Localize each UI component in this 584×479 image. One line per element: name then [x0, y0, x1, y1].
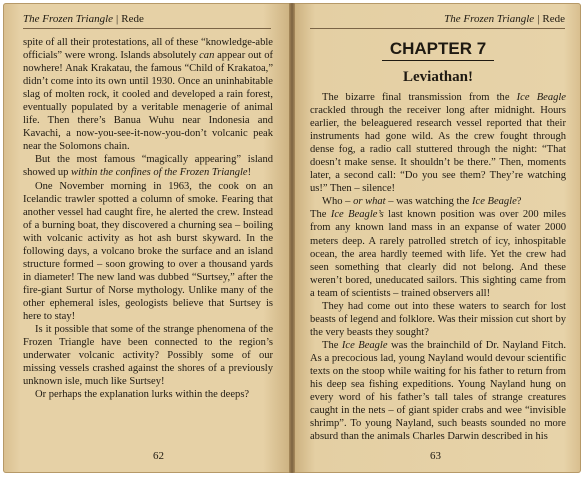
paragraph: One November morning in 1963, the cook on an Icelandic trawler spotted a column of smoke. Fearing that another vessel had caught fire, he alerted the crew. Instead of a burning boat, they discovered a churning sea – boiling with volcanic activity as hot ash burst skyward. In the following days, a volcano broke the surface and an island structure formed – soon growing to over a thousand yards in diameter! The new land was dubbed “Surtsey,” after the fire-giant Surtur of Norse mythology. Unlike many of the other ephemeral isles, geologists believe that Surtsey is here to stay!: [23, 180, 273, 322]
chapter-rule: [382, 60, 494, 61]
paragraph: spite of all their protestations, all of these “knowledge-able officials” were wrong. Islands absolutely can appear out of nowhere! Anak Krakatau, the famous “Child of Krakatoa,” didn’t come into its own until 1930. Once an uninhabitable slag of molten rock, it cooled and developed a rain forest, eventually populated by a veritable menagerie of animal life. Then there’s Banua Wuhu near Indonesia and Kavachi, a now-you-see-it-now-you-don’t volcanic peak near the Solomons chain.: [23, 37, 273, 153]
author-name: Rede: [121, 13, 144, 25]
paragraph: Or perhaps the explanation lurks within the deeps?: [35, 389, 250, 401]
paragraph: The Ice Beagle was the brainchild of Dr. Nayland Fitch. As a precocious lad, young Nayland would devour scientific texts on the stoop while waiting for his father to return from his deep sea fishing expeditions. Young Nayland hung on every word of his father’s tall tales of strange creatures caught in the nets – of giant spider crabs and wee “invisible shrimp”. To young Nayland, such beasts sounded no more absurd than the animals Charles Darwin described in his: [310, 339, 566, 443]
left-page-text: [23, 36, 273, 401]
running-header: [23, 13, 144, 25]
page-number: 63: [430, 450, 441, 462]
chapter-title: Leviathan!: [402, 69, 473, 85]
paragraph: Is it possible that some of the strange phenomena of the Frozen Triangle have been connected to the region’s underwater volcanic activity? Possibly some of our missing vessels crashed against the shores of a previously unknown isle, much like Surtsey!: [23, 324, 273, 388]
author-name: Rede: [542, 13, 565, 25]
page-number: 62: [153, 450, 164, 462]
left-page: [3, 3, 292, 473]
paragraph: Who – or what – was watching the Ice Beagle?: [322, 196, 522, 208]
paragraph: But the most famous “magically appearing” island showed up within the confines of the Frozen Triangle!: [23, 154, 273, 179]
right-page-text: [310, 91, 566, 443]
paragraph: The Ice Beagle’s last known position was over 200 miles from any known land mass in an expanse of water 2000 meters deep. A rarely patrolled stretch of icy, inhospitable ocean, the area hardly teemed with life. Yet the crew had seen something that clearly did not belong. And these weren’t bored, uneducated sailors. This sighting came from a team of scientists – trained observers all!: [310, 209, 566, 299]
header-rule: [310, 28, 565, 29]
header-separator: |: [537, 13, 540, 25]
open-book: [3, 3, 581, 476]
running-header: [444, 13, 565, 25]
book-gutter: [289, 3, 295, 473]
header-rule: [23, 28, 271, 29]
header-separator: |: [116, 13, 119, 25]
paragraph: They had come out into these waters to search for lost beasts of legend and folklore. Was their mission cut short by the very beasts they sought?: [310, 300, 566, 338]
book-title: The Frozen Triangle: [444, 13, 535, 25]
right-page: [292, 3, 581, 473]
paragraph: The bizarre final transmission from the Ice Beagle crackled through the receiver long after midnight. Hours earlier, the beleaguered research vessel reported that their instruments had gone wild. As the crew fought through dense fog, a radio call stuttered through the night: “That doesn’t make sense. It shouldn’t be there.” Then, moments later, a second call: “Do you see them? They’re watching us!” Then – silence!: [310, 92, 566, 195]
book-title: The Frozen Triangle: [23, 13, 114, 25]
chapter-label: CHAPTER 7: [389, 39, 487, 58]
